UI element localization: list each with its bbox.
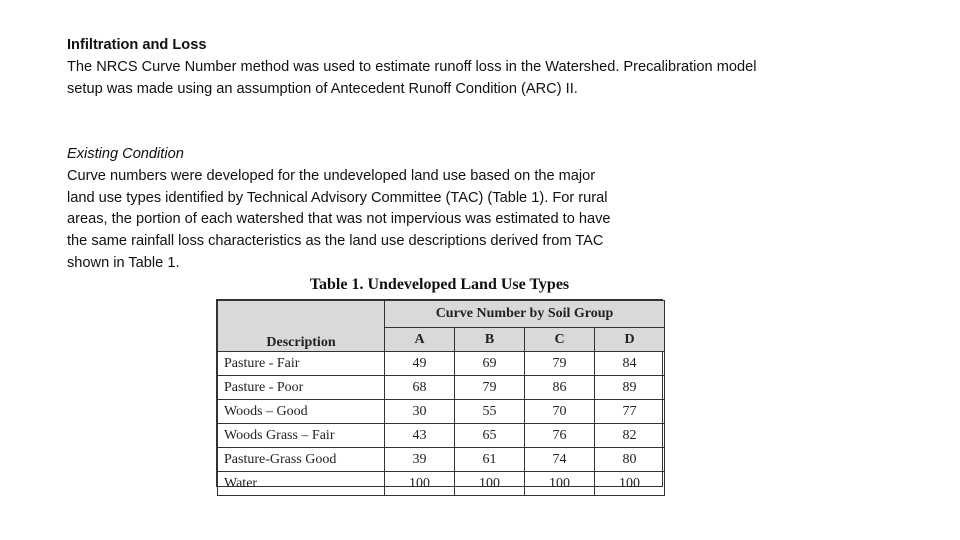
row-description: Woods – Good xyxy=(218,400,385,424)
table-row xyxy=(218,400,665,424)
cell-value: 43 xyxy=(385,424,455,448)
table-row xyxy=(218,448,665,472)
cell-value: 30 xyxy=(385,400,455,424)
land-use-table-container xyxy=(216,299,663,491)
table-row xyxy=(218,376,665,400)
soil-group-header: Curve Number by Soil Group xyxy=(385,301,665,328)
cell-value: 80 xyxy=(595,448,665,472)
existing-condition-paragraph xyxy=(67,144,707,275)
row-description: Woods Grass – Fair xyxy=(218,424,385,448)
cell-value: 100 xyxy=(385,472,455,496)
table-title: Table 1. Undeveloped Land Use Types xyxy=(309,276,570,293)
table-row xyxy=(218,352,665,376)
column-header-a: A xyxy=(385,328,455,352)
cell-value: 100 xyxy=(595,472,665,496)
cell-value: 55 xyxy=(455,400,525,424)
column-header-b: B xyxy=(455,328,525,352)
table-row xyxy=(218,472,665,496)
cell-value: 74 xyxy=(525,448,595,472)
section-heading-infiltration: Infiltration and Loss xyxy=(67,37,207,53)
row-description: Pasture - Poor xyxy=(218,376,385,400)
column-header-c: C xyxy=(525,328,595,352)
cell-value: 69 xyxy=(455,352,525,376)
cell-value: 79 xyxy=(525,352,595,376)
table-row xyxy=(218,424,665,448)
row-description: Pasture - Fair xyxy=(218,352,385,376)
existing-line: Curve numbers were developed for the undeveloped land use based on the major xyxy=(67,167,596,184)
row-description: Pasture-Grass Good xyxy=(218,448,385,472)
existing-line: the same rainfall loss characteristics as the land use descriptions derived from TAC xyxy=(67,233,604,250)
cell-value: 70 xyxy=(525,400,595,424)
cell-value: 61 xyxy=(455,448,525,472)
cell-value: 76 xyxy=(525,424,595,448)
existing-line: land use types identified by Technical Advisory Committee (TAC) (Table 1). For rural xyxy=(67,189,608,206)
section-heading-existing-condition: Existing Condition xyxy=(67,146,184,162)
existing-line: areas, the portion of each watershed that was not impervious was estimated to have xyxy=(67,211,611,228)
intro-line: The NRCS Curve Number method was used to estimate runoff loss in the Watershed. Precalibration model xyxy=(67,58,757,75)
cell-value: 68 xyxy=(385,376,455,400)
cell-value: 49 xyxy=(385,352,455,376)
cell-value: 89 xyxy=(595,376,665,400)
intro-paragraph xyxy=(67,35,867,100)
existing-line: shown in Table 1. xyxy=(67,254,180,271)
cell-value: 100 xyxy=(455,472,525,496)
land-use-table xyxy=(217,300,665,496)
cell-value: 65 xyxy=(455,424,525,448)
cell-value: 79 xyxy=(455,376,525,400)
row-description: Water xyxy=(218,472,385,496)
table-group-header-row xyxy=(218,301,665,328)
intro-line: setup was made using an assumption of Antecedent Runoff Condition (ARC) II. xyxy=(67,80,578,97)
cell-value: 82 xyxy=(595,424,665,448)
cell-value: 86 xyxy=(525,376,595,400)
cell-value: 100 xyxy=(525,472,595,496)
description-column-header: Description xyxy=(218,301,385,352)
column-header-d: D xyxy=(595,328,665,352)
cell-value: 77 xyxy=(595,400,665,424)
cell-value: 84 xyxy=(595,352,665,376)
cell-value: 39 xyxy=(385,448,455,472)
